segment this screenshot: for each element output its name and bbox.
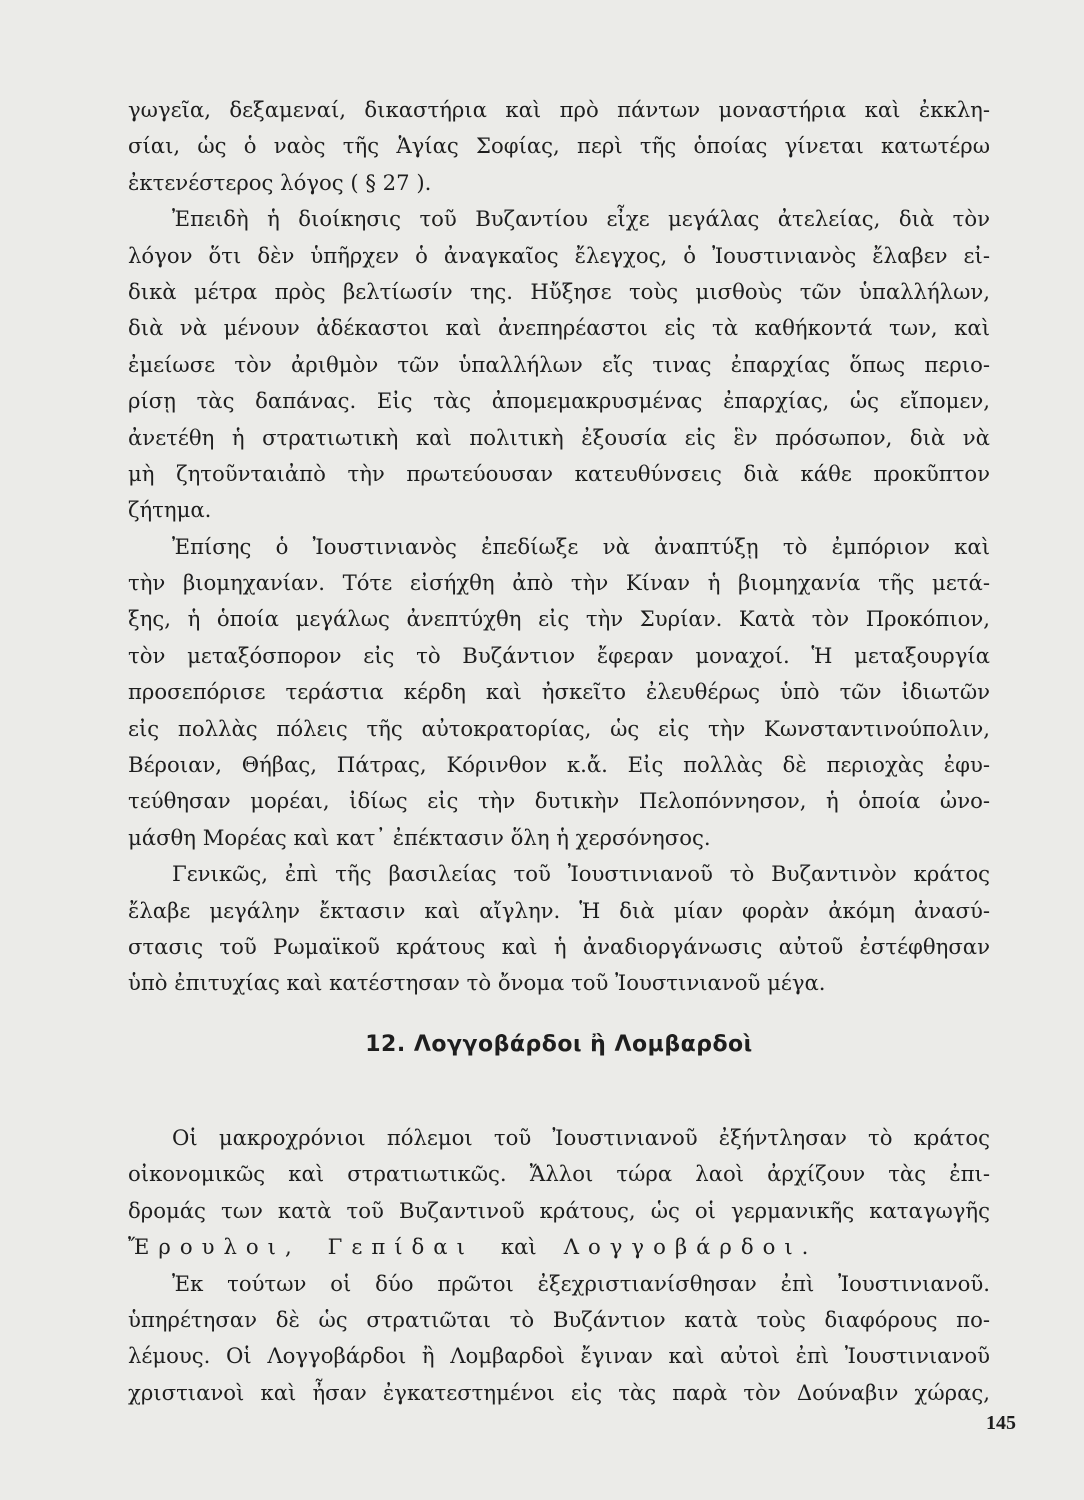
text-line: Γενικῶς, ἐπὶ τῆς βασιλείας τοῦ Ἰουστινιανοῦ τὸ Βυζαντινὸν κράτος [172,861,990,887]
text-line: δικὰ μέτρα πρὸς βελτίωσίν της. Ηὔξησε τοὺς μισθοὺς τῶν ὑπαλλήλων, [128,278,990,304]
text-line: μάσθη Μορέας καὶ κατ᾿ ἐπέκτασιν ὅλη ἡ χερσόνησος. [128,824,711,850]
text-line: τὴν βιομηχανίαν. Τότε εἰσήχθη ἀπὸ τὴν Κίναν ἡ βιομηχανία τῆς μετά- [128,570,990,596]
text-line: οἰκονομικῶς καὶ στρατιωτικῶς. Ἄλλοι τώρα λαοὶ ἀρχίζουν τὰς ἐπι- [128,1161,990,1187]
text-line: Οἱ μακροχρόνιοι πόλεμοι τοῦ Ἰουστινιανοῦ ἐξήντλησαν τὸ κράτος [172,1125,990,1150]
text-block-upper [128,92,990,1002]
text-line: προσεπόρισε τεράστια κέρδη καὶ ἠσκεῖτο ἐλευθέρως ὑπὸ τῶν ἰδιωτῶν [128,679,990,705]
text-line: ξης, ἡ ὁποία μεγάλως ἀνεπτύχθη εἰς τὴν Συρίαν. Κατὰ τὸν Προκόπιον, [128,606,990,632]
text-line: δρομάς των κατὰ τοῦ Βυζαντινοῦ κράτους, ὡς οἱ γερμανικῆς καταγωγῆς [128,1197,990,1223]
text-line: ρίσῃ τὰς δαπάνας. Εἰς τὰς ἀπομεμακρυσμένας ἐπαρχίας, ὡς εἴπομεν, [128,388,990,414]
text-line: Ἐπειδὴ ἡ διοίκησις τοῦ Βυζαντίου εἶχε μεγάλας ἀτελείας, διὰ τὸν [172,206,990,232]
text-line: ὑπηρέτησαν δὲ ὡς στρατιῶται τὸ Βυζάντιον κατὰ τοὺς διαφόρους πο- [128,1306,990,1332]
text-line: εἰς πολλὰς πόλεις τῆς αὐτοκρατορίας, ὡς εἰς τὴν Κωνσταντινούπολιν, [128,715,990,741]
text-line: ἐκτενέστερος λόγος ( § 27 ). [128,169,432,195]
text-line: ὑπὸ ἐπιτυχίας καὶ κατέστησαν τὸ ὄνομα τοῦ Ἰουστινιανοῦ μέγα. [128,970,826,996]
text-line: Ἐκ τούτων οἱ δύο πρῶτοι ἐξεχριστιανίσθησαν ἐπὶ Ἰουστινιανοῦ. [172,1270,990,1296]
section-heading: 12. Λογγοβάρδοι ἢ Λομβαρδοὶ [365,1032,753,1057]
conjunction: καὶ [500,1234,537,1260]
text-line: στασις τοῦ Ρωμαϊκοῦ κράτους καὶ ἡ ἀναδιοργάνωσις αὐτοῦ ἐστέφθησαν [128,933,990,959]
text-line: τεύθησαν μορέαι, ἰδίως εἰς τὴν δυτικὴν Πελοπόννησον, ἡ ὁποία ὠνο- [128,788,990,814]
text-line: λόγον ὅτι δὲν ὑπῆρχεν ὁ ἀναγκαῖος ἔλεγχος, ὁ Ἰουστινιανὸς ἔλαβεν εἰ- [128,242,990,268]
text-line: Βέροιαν, Θήβας, Πάτρας, Κόρινθον κ.ἄ. Εἰς πολλὰς δὲ περιοχὰς ἐφυ- [128,752,990,778]
text-line: ἐμείωσε τὸν ἀριθμὸν τῶν ὑπαλλήλων εἴς τινας ἐπαρχίας ὅπως περιο- [128,351,990,377]
spaced-name: Γεπίδαι [327,1234,474,1260]
text-line: γωγεῖα, δεξαμεναί, δικαστήρια καὶ πρὸ πάντων μοναστήρια καὶ ἐκκλη- [128,97,990,122]
spaced-name: Λογγοβάρδοι. [563,1234,818,1260]
text-line: χριστιανοὶ καὶ ἦσαν ἐγκατεστημένοι εἰς τὰς παρὰ τὸν Δούναβιν χώρας, [128,1379,990,1405]
text-line: ζήτημα. [128,497,212,523]
text-line: μὴ ζητοῦνταιἀπὸ τὴν πρωτεύουσαν κατευθύνσεις διὰ κάθε προκῦπτον [128,460,990,486]
text-line: Ἐπίσης ὁ Ἰουστινιανὸς ἐπεδίωξε νὰ ἀναπτύξῃ τὸ ἐμπόριον καὶ [172,533,990,559]
text-line-spaced [128,1229,990,1265]
text-line: ἔλαβε μεγάλην ἔκτασιν καὶ αἴγλην. Ἡ διὰ μίαν φορὰν ἀκόμη ἀνασύ- [128,897,990,923]
text-line: ἀνετέθη ἡ στρατιωτικὴ καὶ πολιτικὴ ἐξουσία εἰς ἓν πρόσωπον, διὰ νὰ [128,424,990,450]
text-line: τὸν μεταξόσπορον εἰς τὸ Βυζάντιον ἔφεραν μοναχοί. Ἡ μεταξουργία [128,642,990,668]
text-block-lower [128,1120,990,1411]
text-line: σίαι, ὡς ὁ ναὸς τῆς Ἁγίας Σοφίας, περὶ τῆς ὁποίας γίνεται κατωτέρω [128,133,990,159]
page-number: 145 [986,1412,1016,1434]
text-line: λέμους. Οἱ Λογγοβάρδοι ἢ Λομβαρδοὶ ἔγιναν καὶ αὐτοὶ ἐπὶ Ἰουστινιανοῦ [128,1343,990,1369]
text-line: διὰ νὰ μένουν ἀδέκαστοι καὶ ἀνεπηρέαστοι εἰς τὰ καθήκοντά των, καὶ [128,315,990,341]
spaced-name: Ἔρουλοι, [128,1234,301,1260]
